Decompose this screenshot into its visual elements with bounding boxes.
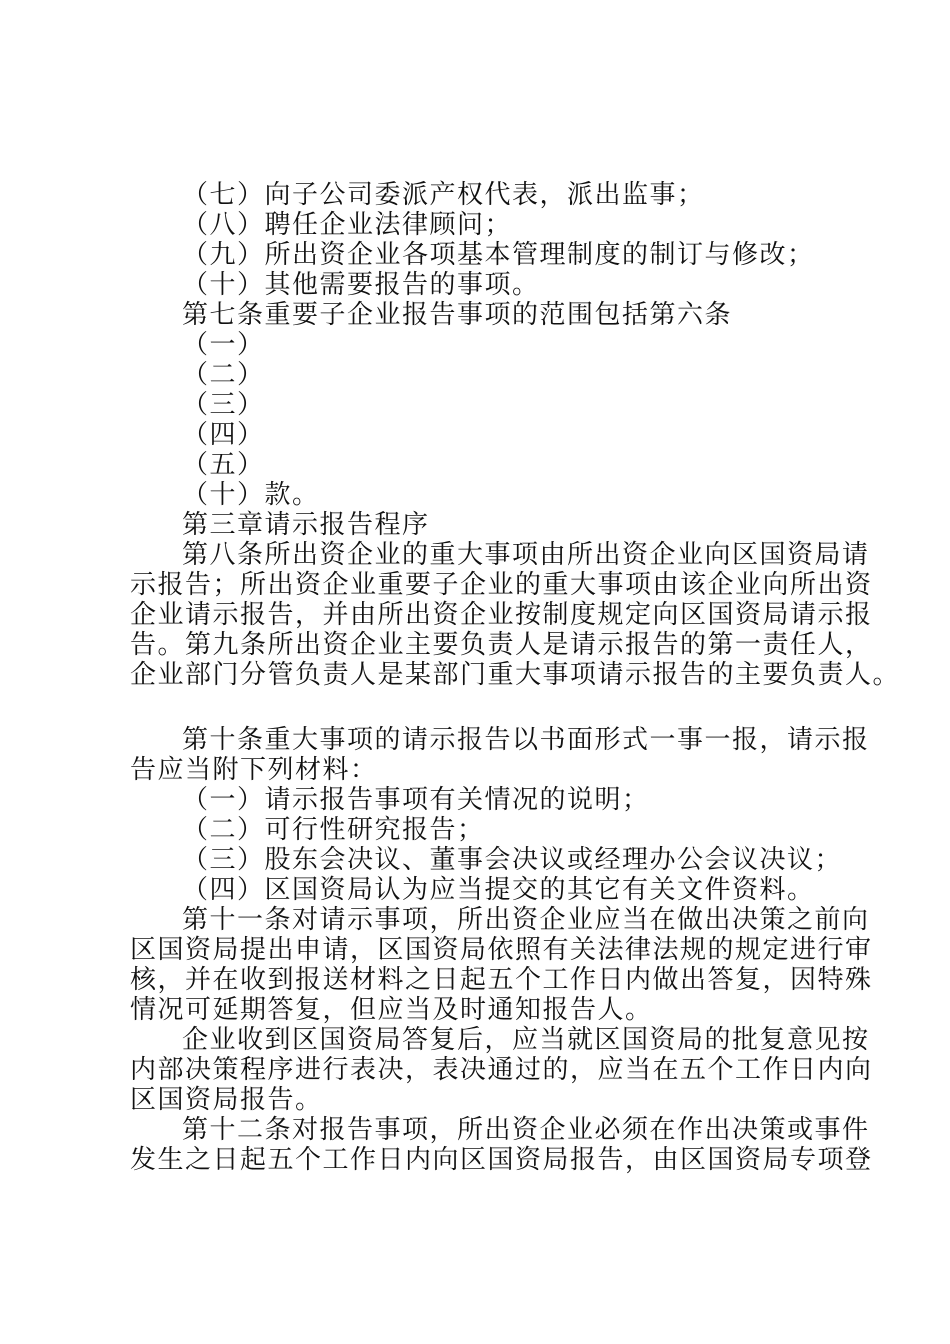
text-line: （一） <box>182 330 265 360</box>
text-line: （四）区国资局认为应当提交的其它有关文件资料。 <box>182 875 815 905</box>
text-line: 企业部门分管负责人是某部门重大事项请示报告的主要负责人。 <box>130 660 901 690</box>
text-line: 区国资局提出申请，区国资局依照有关法律法规的规定进行审 <box>130 935 873 965</box>
text-line: （三） <box>182 390 265 420</box>
text-line: （七）向子公司委派产权代表，派出监事； <box>182 180 705 210</box>
text-line: （二） <box>182 360 265 390</box>
text-line: 内部决策程序进行表决，表决通过的，应当在五个工作日内向 <box>130 1055 873 1085</box>
text-line: （十）其他需要报告的事项。 <box>182 270 540 300</box>
text-line: 第十二条对报告事项，所出资企业必须在作出决策或事件 <box>182 1115 870 1145</box>
text-line: 企业收到区国资局答复后，应当就区国资局的批复意见按 <box>182 1025 870 1055</box>
text-line: （一）请示报告事项有关情况的说明； <box>182 785 650 815</box>
text-line: 示报告；所出资企业重要子企业的重大事项由该企业向所出资 <box>130 570 873 600</box>
text-line: 核，并在收到报送材料之日起五个工作日内做出答复，因特殊 <box>130 965 873 995</box>
text-line: 第八条所出资企业的重大事项由所出资企业向区国资局请 <box>182 540 870 570</box>
text-line: （四） <box>182 420 265 450</box>
text-line: 第十一条对请示事项，所出资企业应当在做出决策之前向 <box>182 905 870 935</box>
text-line: （九）所出资企业各项基本管理制度的制订与修改； <box>182 240 815 270</box>
text-line: （十）款。 <box>182 480 320 510</box>
text-line: （五） <box>182 450 265 480</box>
text-line: （二）可行性研究报告； <box>182 815 485 845</box>
text-line: （八）聘任企业法律顾问； <box>182 210 513 240</box>
text-line: 告应当附下列材料： <box>130 755 378 785</box>
text-line: 企业请示报告，并由所出资企业按制度规定向区国资局请示报 <box>130 600 873 630</box>
text-line: 告。第九条所出资企业主要负责人是请示报告的第一责任人， <box>130 630 873 660</box>
text-line: 区国资局报告。 <box>130 1085 323 1115</box>
section-heading: 第三章请示报告程序 <box>182 510 430 540</box>
text-line: 情况可延期答复，但应当及时通知报告人。 <box>130 995 653 1025</box>
text-line: 发生之日起五个工作日内向区国资局报告，由区国资局专项登 <box>130 1145 873 1175</box>
text-line: 第七条重要子企业报告事项的范围包括第六条 <box>182 300 733 330</box>
text-line: 第十条重大事项的请示报告以书面形式一事一报，请示报 <box>182 725 870 755</box>
text-line: （三）股东会决议、董事会决议或经理办公会议决议； <box>182 845 843 875</box>
